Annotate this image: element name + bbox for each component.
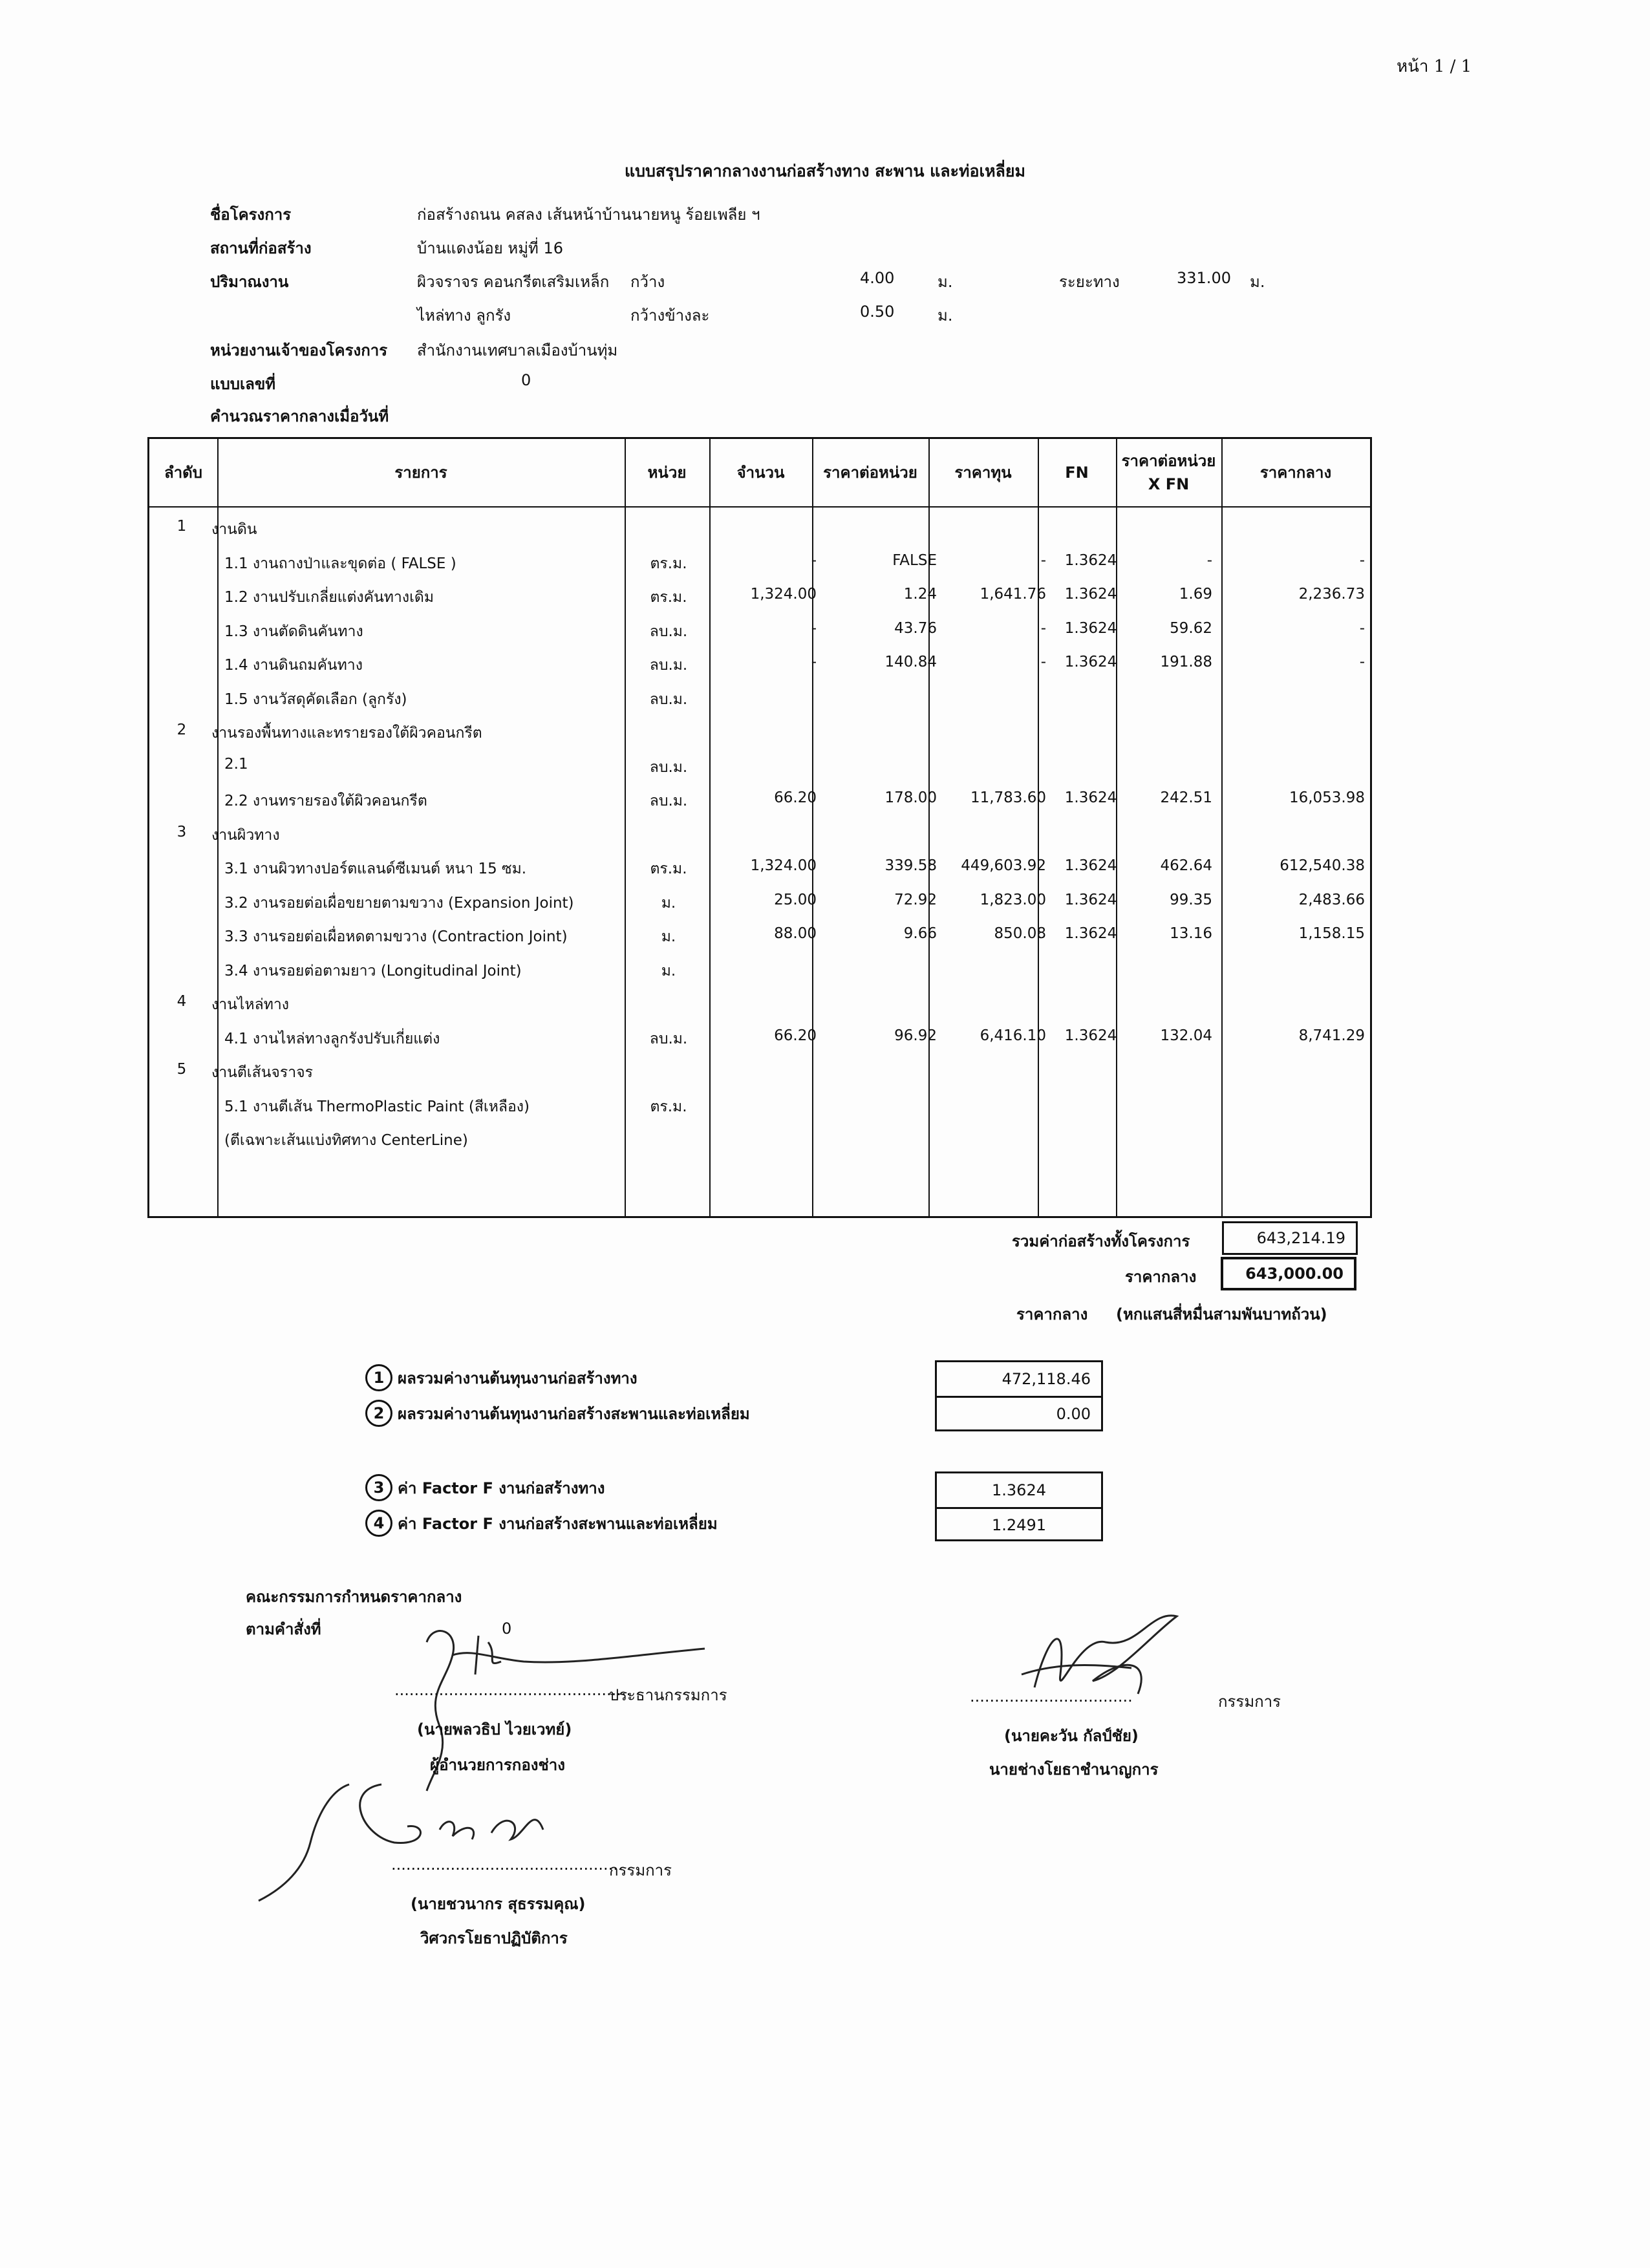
mid-price-words-label: ราคากลาง — [1016, 1305, 1088, 1323]
cell-fn: 1.3624 — [1064, 857, 1117, 874]
cell-unit: ตร.ม. — [650, 1098, 687, 1115]
cell-price: 178.00 — [884, 789, 937, 806]
cell-unit: ลบ.ม. — [649, 1030, 688, 1047]
cell-qty: 66.20 — [774, 789, 817, 806]
cell-fn: 1.3624 — [1064, 1027, 1117, 1044]
shoulder-width: 0.50 — [860, 303, 895, 321]
cell-desc: 1.1 งานถางป่าและขุดต่อ ( FALSE ) — [224, 555, 456, 572]
chair-role: ประธานกรรมการ — [609, 1686, 727, 1704]
header-mid-price: ราคากลาง — [1259, 464, 1332, 482]
cell-mid: 612,540.38 — [1280, 857, 1365, 874]
cell-desc: 2.1 — [224, 755, 248, 773]
cell-unit: ลบ.ม. — [649, 793, 688, 809]
cell-desc: งานตีเส้นจราจร — [211, 1064, 314, 1081]
header-desc: รายการ — [394, 464, 447, 482]
cell-desc: งานรองพื้นทางและทรายรองใต้ผิวคอนกรีต — [211, 725, 482, 742]
cell-qty: 1,324.00 — [750, 586, 817, 603]
cell-mid: - — [1359, 551, 1365, 569]
order-label: ตามคำสั่งที่ — [246, 1620, 321, 1638]
owner-value: สำนักงานเทศบาลเมืองบ้านทุ่ม — [417, 341, 618, 359]
cell-qty: 66.20 — [774, 1027, 817, 1044]
chair-title: ผู้อำนวยการกองช่าง — [430, 1756, 565, 1774]
cell-fn: 1.3624 — [1064, 654, 1117, 670]
cell-desc: 3.4 งานรอยต่อตามยาว (Longitudinal Joint) — [224, 962, 522, 979]
cell-desc: 3.2 งานรอยต่อเผื่อขยายตามขวาง (Expansion Joint) — [224, 894, 574, 912]
header-price-fn — [1116, 439, 1221, 506]
cell-price: 9.66 — [903, 925, 937, 942]
table-row — [149, 646, 1370, 678]
summary-box-1-2 — [935, 1360, 1103, 1431]
cell-mid: 1,158.15 — [1298, 925, 1365, 942]
distance-label: ระยะทาง — [1059, 273, 1120, 291]
project-value: ก่อสร้างถนน คสลง เส้นหน้าบ้านนายหนู ร้อยเพลีย ฯ — [417, 206, 760, 224]
summary-2: 2 ผลรวมค่างานต้นทุนงานก่อสร้างสะพานและท่อเหลี่ยม — [365, 1400, 750, 1427]
member1-signature — [983, 1597, 1228, 1726]
cell-unit: ตร.ม. — [650, 589, 687, 606]
table-row — [149, 782, 1370, 814]
cell-price: 96.92 — [894, 1027, 937, 1044]
cell-pfn: 462.64 — [1160, 857, 1212, 874]
shoulder-label: กว้างข้างละ — [630, 306, 710, 325]
cell-price: FALSE — [892, 551, 937, 569]
cell-price: 72.92 — [894, 891, 937, 908]
cell-desc: 1.2 งานปรับเกลี่ยแต่งคันทางเดิม — [224, 589, 434, 606]
cell-mid: - — [1359, 654, 1365, 670]
road-width-unit: ม. — [938, 273, 953, 291]
owner-label: หน่วยงานเจ้าของโครงการ — [210, 341, 388, 359]
cell-cost: - — [1040, 654, 1046, 670]
table-row — [149, 917, 1370, 950]
cell-desc: (ตีเฉพาะเส้นแบ่งทิศทาง CenterLine) — [224, 1132, 468, 1149]
table-row — [149, 952, 1370, 984]
cost-table — [147, 437, 1372, 1218]
cell-mid: 8,741.29 — [1298, 1027, 1365, 1044]
member2-dotline: .............................................. — [391, 1856, 618, 1874]
road-width: 4.00 — [860, 269, 895, 287]
cell-qty: - — [811, 619, 817, 637]
chair-dotline: ................................................ — [394, 1681, 632, 1699]
cell-no: 4 — [177, 993, 187, 1010]
drawing-label: แบบเลขที่ — [210, 375, 276, 393]
cell-pfn: 59.62 — [1170, 619, 1212, 637]
cell-pfn: 1.69 — [1179, 586, 1212, 603]
table-row — [149, 748, 1370, 780]
document-title: แบบสรุปราคากลางงานก่อสร้างทาง สะพาน และท่อเหลี่ยม — [624, 162, 1025, 180]
cell-unit: ลบ.ม. — [649, 758, 688, 776]
circle-number-icon: 1 — [365, 1364, 392, 1391]
member2-name: (นายชวนากร สุธรรมคุณ) — [411, 1895, 586, 1913]
table-row — [149, 816, 1370, 848]
table-row — [149, 714, 1370, 746]
table-row — [149, 1121, 1370, 1153]
road-type: ผิวจราจร คอนกรีตเสริมเหล็ก — [417, 273, 610, 291]
distance: 331.00 — [1177, 269, 1231, 287]
cell-cost: 6,416.10 — [980, 1027, 1046, 1044]
cell-cost: 11,783.60 — [970, 789, 1046, 806]
page-number: หน้า 1 / 1 — [1397, 57, 1472, 76]
quantity-label: ปริมาณงาน — [210, 273, 289, 291]
cell-qty: 1,324.00 — [750, 857, 817, 874]
cell-unit: ลบ.ม. — [649, 657, 688, 674]
cell-pfn: 99.35 — [1170, 891, 1212, 908]
cell-cost: - — [1040, 619, 1046, 637]
cell-fn: 1.3624 — [1064, 619, 1117, 637]
cell-fn: 1.3624 — [1064, 925, 1117, 942]
cell-price: 339.58 — [884, 857, 937, 874]
header-fn: FN — [1065, 464, 1089, 482]
calc-date-label: คำนวณราคากลางเมื่อวันที่ — [210, 407, 389, 425]
summary-value-3: 1.3624 — [992, 1481, 1046, 1499]
mid-price-value: 643,000.00 — [1245, 1265, 1344, 1283]
cell-mid: - — [1359, 619, 1365, 637]
cell-no: 2 — [177, 722, 187, 738]
cell-pfn: 191.88 — [1160, 654, 1212, 670]
member1-title: นายช่างโยธาชำนาญการ — [989, 1760, 1159, 1779]
table-row — [149, 985, 1370, 1018]
cell-fn: 1.3624 — [1064, 551, 1117, 569]
summary-value-4: 1.2491 — [992, 1516, 1046, 1534]
cell-desc: งานผิวทาง — [211, 826, 280, 844]
table-row — [149, 510, 1370, 542]
mid-price-words: (หกแสนสี่หมื่นสามพันบาทถ้วน) — [1116, 1305, 1327, 1323]
mid-price-box — [1221, 1257, 1356, 1290]
cell-mid: 16,053.98 — [1289, 789, 1365, 806]
header-unit: หน่วย — [647, 464, 687, 482]
cell-qty: 88.00 — [774, 925, 817, 942]
cell-fn: 1.3624 — [1064, 789, 1117, 806]
cell-unit: ลบ.ม. — [649, 623, 688, 640]
cell-qty: - — [811, 654, 817, 670]
table-row — [149, 850, 1370, 882]
table-row — [149, 1053, 1370, 1086]
member1-role: กรรมการ — [1218, 1693, 1281, 1711]
cell-pfn: 242.51 — [1160, 789, 1212, 806]
chair-name: (นายพลวธิป ไวยเวทย์) — [417, 1720, 572, 1738]
project-label: ชื่อโครงการ — [210, 206, 292, 224]
cell-desc: งานไหล่ทาง — [211, 996, 289, 1013]
cell-desc: 1.4 งานดินถมคันทาง — [224, 657, 363, 674]
cell-no: 5 — [177, 1061, 187, 1078]
location-label: สถานที่ก่อสร้าง — [210, 239, 312, 257]
table-row — [149, 1020, 1370, 1052]
cell-desc: 1.5 งานวัสดุคัดเลือก (ลูกรัง) — [224, 690, 407, 708]
cell-desc: 5.1 งานตีเส้น ThermoPlastic Paint (สีเหลือง) — [224, 1098, 530, 1115]
mid-price-label: ราคากลาง — [1125, 1268, 1197, 1286]
cell-unit: ตร.ม. — [650, 555, 687, 572]
cell-price: 43.76 — [894, 619, 937, 637]
member2-role: กรรมการ — [609, 1861, 672, 1879]
header-qty: จำนวน — [736, 464, 785, 482]
table-row — [149, 544, 1370, 577]
cell-unit: ม. — [661, 962, 676, 979]
committee-heading: คณะกรรมการกำหนดราคากลาง — [246, 1588, 462, 1606]
header-no: ลำดับ — [164, 464, 202, 482]
cell-desc: 1.3 งานตัดดินคันทาง — [224, 623, 363, 640]
cell-desc: 4.1 งานไหล่ทางลูกรังปรับเกี่ยแต่ง — [224, 1030, 440, 1047]
summary-1: 1 ผลรวมค่างานต้นทุนงานก่อสร้างทาง — [365, 1364, 638, 1391]
location-value: บ้านแดงน้อย หมู่ที่ 16 — [417, 239, 564, 257]
cell-no: 3 — [177, 823, 187, 840]
summary-box-3-4 — [935, 1471, 1103, 1541]
cell-unit: ตร.ม. — [650, 861, 687, 877]
cell-fn: 1.3624 — [1064, 586, 1117, 603]
circle-number-icon: 4 — [365, 1510, 392, 1537]
summary-4: 4 ค่า Factor F งานก่อสร้างสะพานและท่อเหลี่ยม — [365, 1510, 718, 1537]
drawing-value: 0 — [521, 371, 531, 389]
cell-price: 140.84 — [884, 654, 937, 670]
cell-desc: 3.3 งานรอยต่อเผื่อหดตามขวาง (Contraction Joint) — [224, 928, 568, 945]
table-row — [149, 578, 1370, 610]
cell-cost: 449,603.92 — [961, 857, 1046, 874]
cell-desc: 2.2 งานทรายรองใต้ผิวคอนกรีต — [224, 793, 427, 809]
cell-desc: งานดิน — [211, 521, 257, 538]
cell-pfn: - — [1206, 551, 1212, 569]
header-price: ราคาต่อหน่วย — [823, 464, 917, 482]
cell-pfn: 13.16 — [1170, 925, 1212, 942]
road-width-label: กว้าง — [630, 273, 665, 291]
member2-title: วิศวกรโยธาปฏิบัติการ — [420, 1929, 568, 1947]
cell-unit: ลบ.ม. — [649, 690, 688, 708]
cell-pfn: 132.04 — [1160, 1027, 1212, 1044]
cell-cost: 1,823.00 — [980, 891, 1046, 908]
cell-unit: ม. — [661, 928, 676, 945]
circle-number-icon: 2 — [365, 1400, 392, 1427]
cell-mid: 2,236.73 — [1298, 586, 1365, 603]
total-value: 643,214.19 — [1256, 1229, 1345, 1247]
cell-qty: - — [811, 551, 817, 569]
circle-number-icon: 3 — [365, 1474, 392, 1501]
header-cost: ราคาทุน — [954, 464, 1012, 482]
header-price-fn-line2: X FN — [1148, 475, 1190, 493]
cell-price: 1.24 — [903, 586, 937, 603]
table-row — [149, 1087, 1370, 1120]
cell-no: 1 — [177, 518, 187, 535]
summary-value-1: 472,118.46 — [1002, 1370, 1091, 1388]
cell-cost: 1,641.76 — [980, 586, 1046, 603]
cell-fn: 1.3624 — [1064, 891, 1117, 908]
distance-unit: ม. — [1250, 273, 1265, 291]
total-label: รวมค่าก่อสร้างทั้งโครงการ — [1012, 1232, 1190, 1250]
table-row — [149, 884, 1370, 916]
cell-desc: 3.1 งานผิวทางปอร์ตแลนด์ซีเมนต์ หนา 15 ซม. — [224, 861, 527, 877]
cell-qty: 25.00 — [774, 891, 817, 908]
cell-unit: ม. — [661, 894, 676, 912]
summary-3: 3 ค่า Factor F งานก่อสร้างทาง — [365, 1474, 605, 1501]
total-value-box — [1222, 1221, 1358, 1255]
member1-name: (นายคะวัน กัลป์ชัย) — [1004, 1727, 1139, 1745]
shoulder-type: ไหล่ทาง ลูกรัง — [417, 306, 511, 325]
order-value: 0 — [502, 1620, 512, 1638]
header-price-fn-line1: ราคาต่อหน่วย — [1121, 452, 1216, 470]
cell-cost: - — [1040, 551, 1046, 569]
table-row — [149, 680, 1370, 712]
table-row — [149, 612, 1370, 645]
cell-cost: 850.08 — [994, 925, 1046, 942]
summary-value-2: 0.00 — [1056, 1405, 1091, 1423]
cell-mid: 2,483.66 — [1298, 891, 1365, 908]
member1-dotline: ................................. — [970, 1687, 1133, 1706]
shoulder-unit: ม. — [938, 306, 953, 325]
